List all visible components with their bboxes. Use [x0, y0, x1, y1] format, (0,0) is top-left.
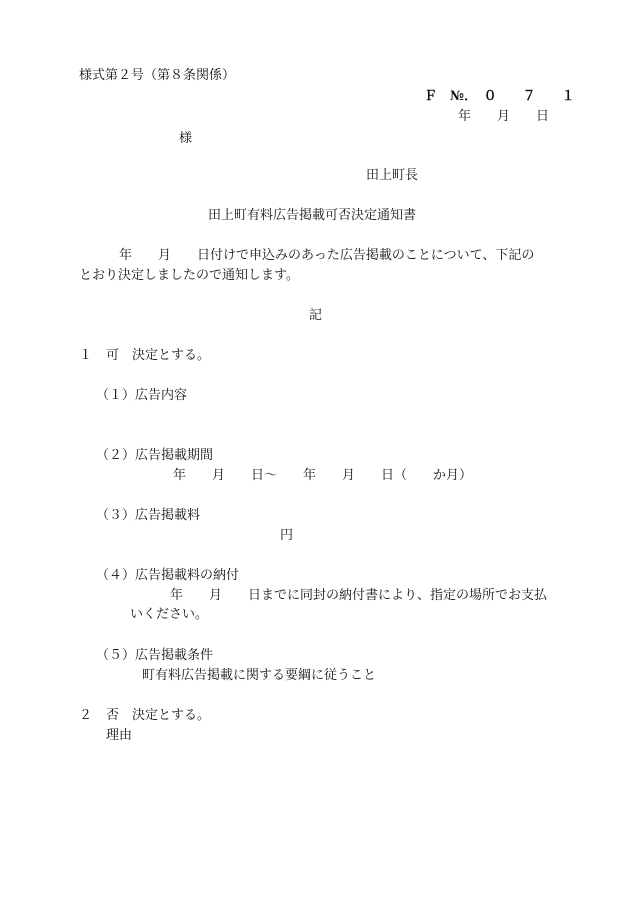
section-1-heading: 可 決定とする。 — [106, 348, 211, 363]
intro-text-line-2: とおり決定しましたので通知します。 — [79, 268, 299, 283]
recipient-suffix: 様 — [179, 131, 193, 146]
intro-text-line-1: 年 月 日付けで申込みのあった広告掲載のことについて、下記の — [119, 248, 535, 263]
section-2-heading: 否 決定とする。 — [106, 708, 211, 723]
item-5-label: （５）広告掲載条件 — [96, 648, 214, 663]
reason-label: 理由 — [106, 728, 133, 743]
item-3-label: （３）広告掲載料 — [96, 508, 201, 523]
document-title: 田上町有料広告掲載可否決定通知書 — [208, 208, 417, 223]
item-3-detail: 円 — [280, 528, 294, 543]
form-label: 様式第２号（第８条関係） — [79, 68, 236, 83]
item-5-detail: 町有料広告掲載に関する要綱に従うこと — [142, 668, 377, 683]
ki-heading: 記 — [309, 308, 323, 323]
item-4-detail: 年 月 日までに同封の納付書により、指定の場所でお支払 — [170, 588, 548, 603]
item-4-label: （４）広告掲載料の納付 — [96, 568, 240, 583]
item-1-label: （１）広告内容 — [96, 388, 188, 403]
item-2-detail: 年 月 日～ 年 月 日（ か月） — [173, 468, 473, 483]
section-1-number: １ — [79, 348, 93, 363]
date-line: 年 月 日 — [458, 109, 550, 124]
section-2-number: ２ — [79, 708, 93, 723]
document-number: Ｆ №． ０ ７ １ — [424, 89, 575, 104]
item-2-label: （２）広告掲載期間 — [96, 448, 214, 463]
issuer-name: 田上町長 — [366, 168, 419, 183]
item-4-detail-continued: いください。 — [130, 607, 209, 622]
